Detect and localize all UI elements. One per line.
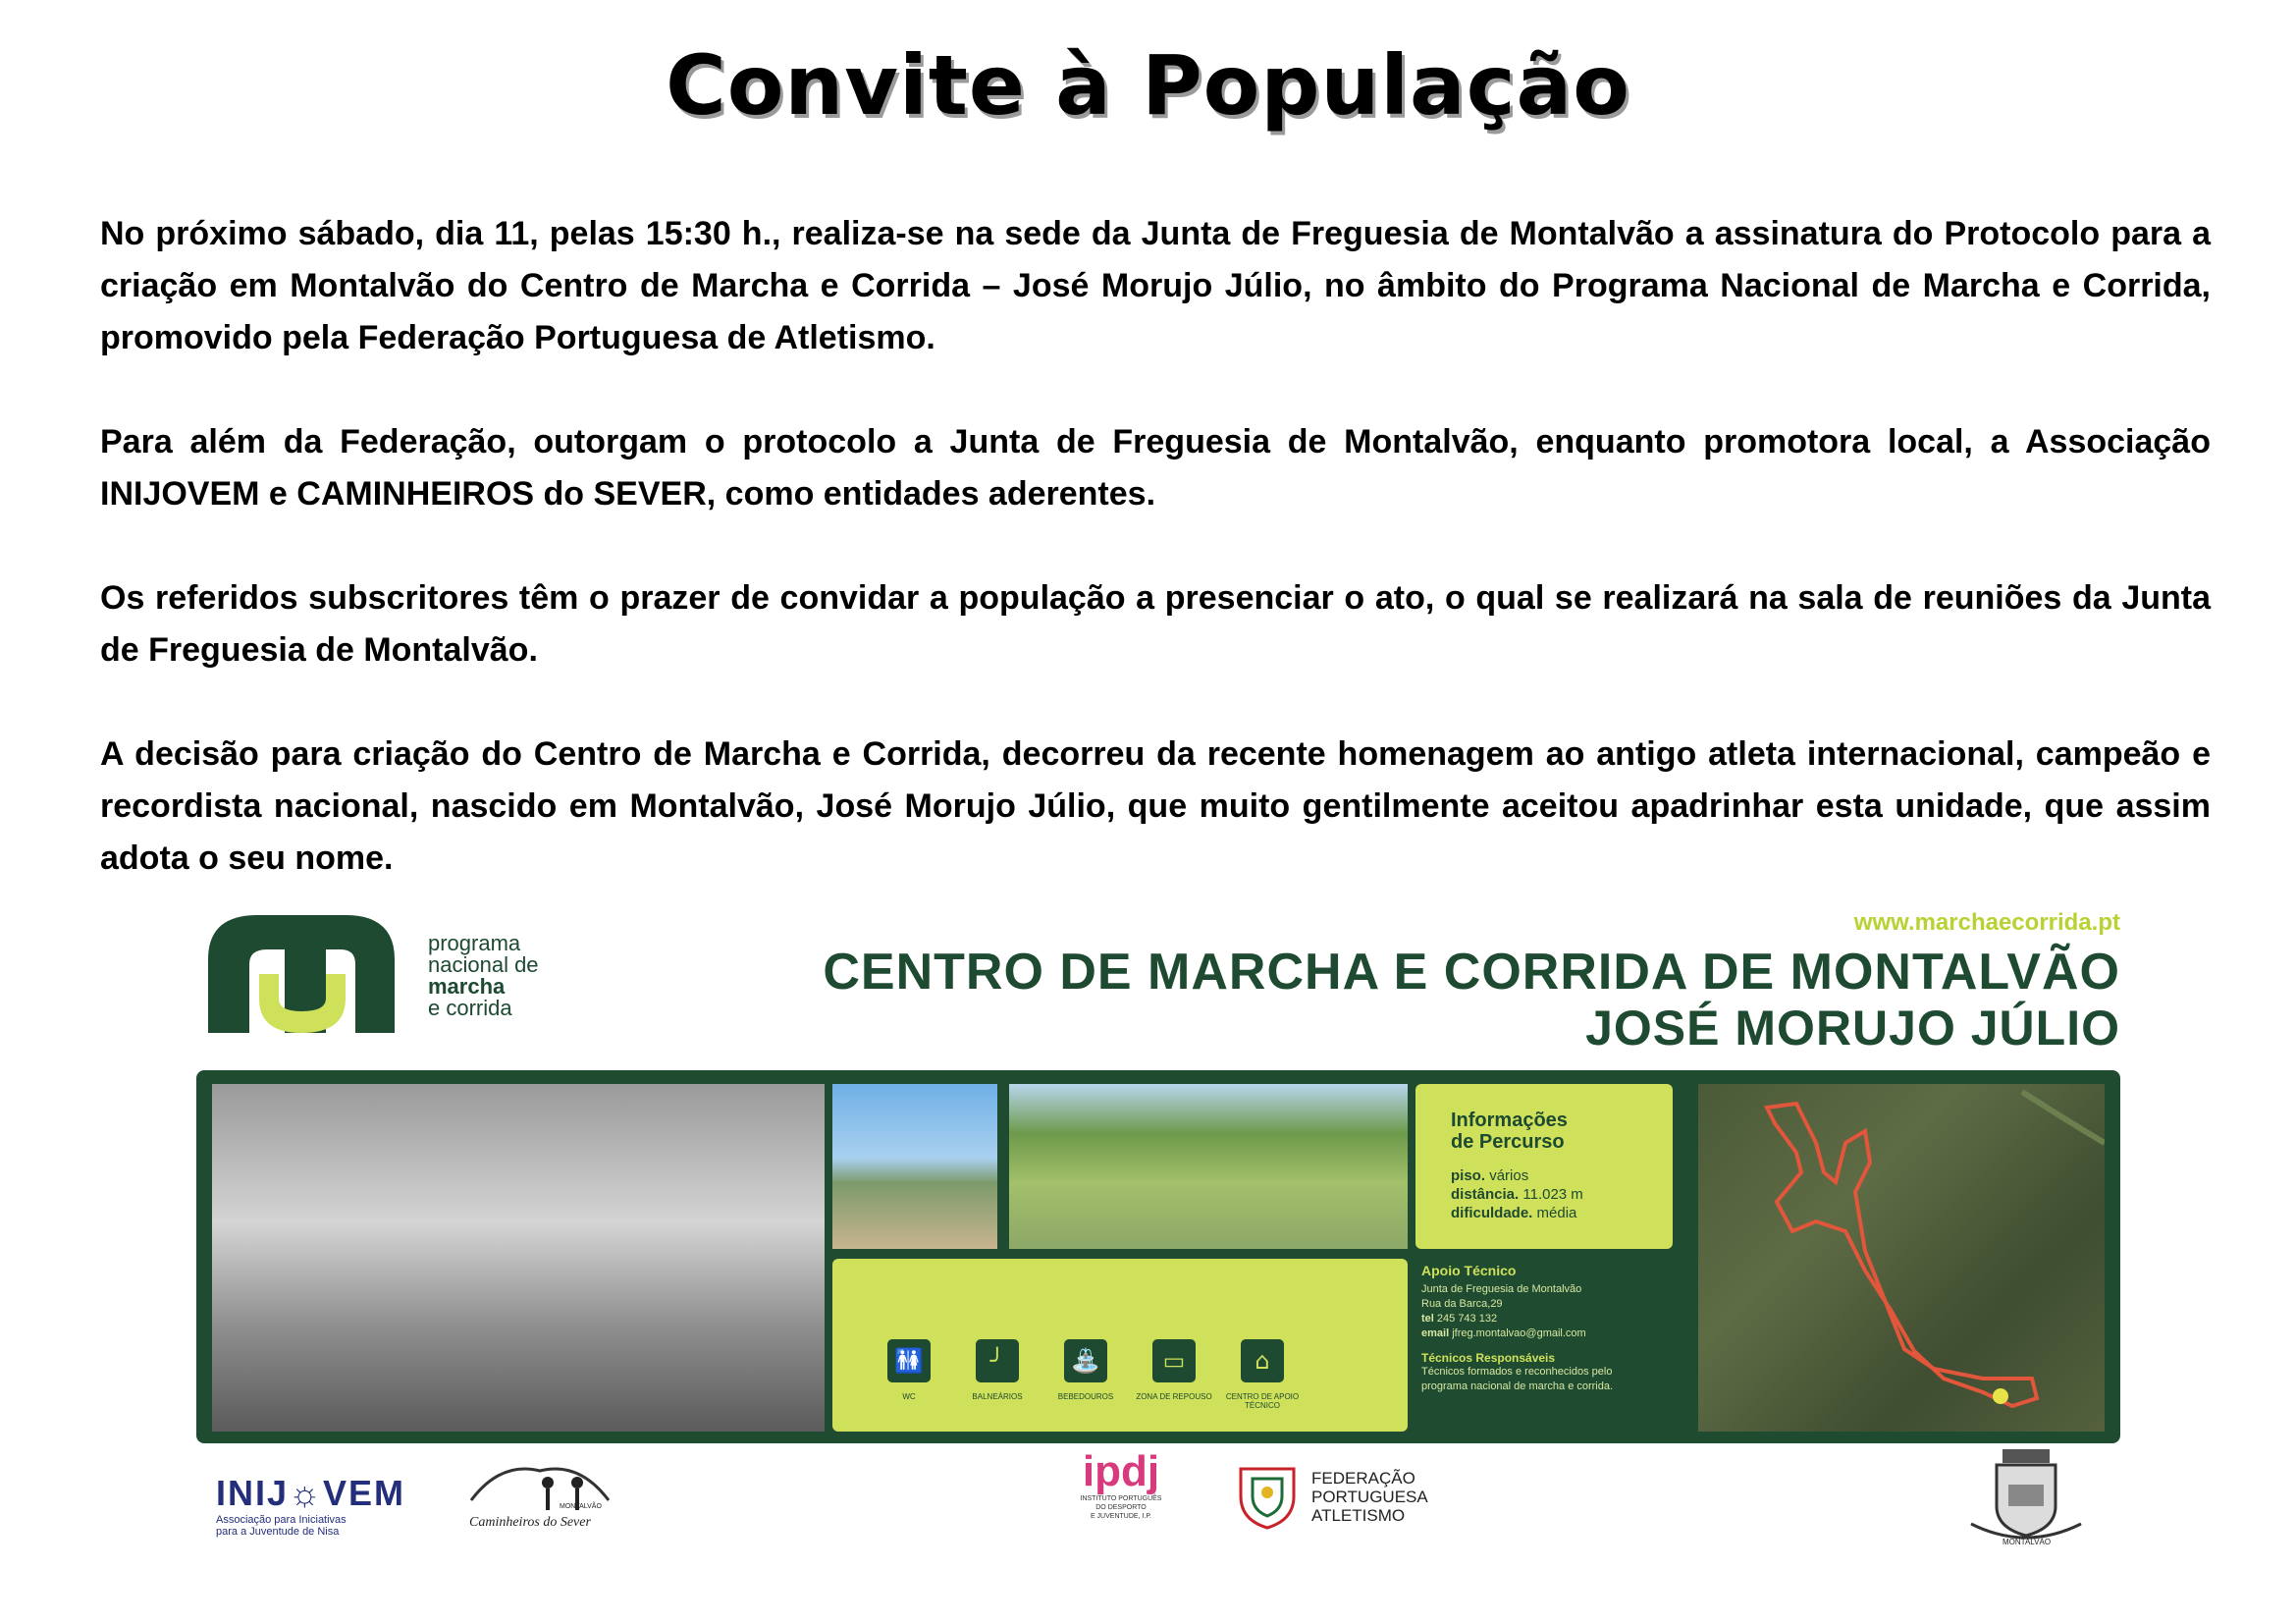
centro-poster (196, 893, 2120, 1443)
difficulty-value: média (1536, 1205, 1577, 1221)
wc-label: WC (902, 1392, 916, 1401)
invitation-body (100, 208, 2211, 937)
walkers-photo (832, 1084, 997, 1249)
tel-label: tel (1421, 1313, 1434, 1325)
wc-icon: 🚻 (887, 1339, 931, 1382)
paragraph-2: Para além da Federação, outorgam o protocolo a Junta de Freguesia de Montalvão, enquanto promotora local, a Associação INIJOVEM e CAMINHEIROS do SEVER, como entidades aderentes. (100, 423, 2211, 513)
program-line-1: programa (428, 931, 521, 955)
inijovem-sub-2: para a Juventude de Nisa (216, 1526, 340, 1538)
caminheiros-sub: MONTALVÃO (560, 1503, 602, 1510)
bench-label: ZONA DE REPOUSO (1136, 1392, 1212, 1401)
inijovem-sub-1: Associação para Iniciativas (216, 1514, 347, 1526)
fpa-line-2: PORTUGUESA (1311, 1488, 1428, 1506)
route-info-title-2: de Percurso (1451, 1131, 1565, 1153)
email-value: jfreg.montalvao@gmail.com (1452, 1327, 1586, 1339)
inijovem-logo (216, 1473, 405, 1538)
poster-title: CENTRO DE MARCHA E CORRIDA DE MONTALVÃO (823, 944, 2120, 1001)
tecnicos-title: Técnicos Responsáveis (1421, 1351, 1556, 1365)
fpa-logo (1233, 1463, 1449, 1524)
piso-label: piso. (1451, 1167, 1486, 1184)
apoio-line-2: Rua da Barca,29 (1421, 1298, 1503, 1310)
poster-subtitle: JOSÉ MORUJO JÚLIO (1585, 1001, 2120, 1056)
ipdj-logo (1070, 1449, 1172, 1545)
program-logo-icon (198, 905, 454, 1043)
technical-support (1421, 1263, 1679, 1394)
tecnicos-line-2: programa nacional de marcha e corrida. (1421, 1380, 1614, 1392)
montalvao-coat-of-arms-icon (1963, 1445, 2089, 1547)
tel-value: 245 743 132 (1436, 1313, 1498, 1325)
group-walk-photo (1009, 1084, 1408, 1249)
fpa-text (1311, 1469, 1428, 1525)
tecnicos-line-1: Técnicos formados e reconhecidos pelo (1421, 1366, 1613, 1378)
showers-label: BALNEÁRIOS (972, 1392, 1023, 1401)
distance-value: 11.023 m (1522, 1186, 1583, 1203)
facilities-panel (832, 1259, 1408, 1432)
route-map (1698, 1084, 2105, 1432)
showers-icon: ╯ (976, 1339, 1019, 1382)
page-title: Convite à População (666, 37, 1630, 134)
route-info-title (1451, 1110, 1568, 1153)
distance-label: distância. (1451, 1186, 1520, 1203)
poster-url: www.marchaecorrida.pt (1853, 909, 2120, 936)
support-center-icon: ⌂ (1241, 1339, 1284, 1382)
fpa-line-1: FEDERAÇÃO (1311, 1469, 1415, 1488)
ipdj-sub-2: DO DESPORTO (1095, 1504, 1147, 1511)
bench-icon: ▭ (1152, 1339, 1196, 1382)
ipdj-name: ipdj (1082, 1447, 1160, 1495)
fountain-label: BEBEDOUROS (1057, 1392, 1114, 1401)
fountain-icon: ⛲ (1064, 1339, 1107, 1382)
ipdj-sub-3: E JUVENTUDE, I.P. (1090, 1513, 1152, 1520)
athletes-photo (212, 1084, 825, 1432)
email-label: email (1421, 1327, 1450, 1339)
montalvao-label: MONTALVÃO (2002, 1538, 2052, 1546)
poster-strip (196, 1070, 2120, 1443)
ipdj-sub-1: INSTITUTO PORTUGUÊS (1080, 1495, 1162, 1502)
program-line-4: e corrida (428, 996, 512, 1020)
program-line-3: marcha (428, 974, 506, 999)
paragraph-3: Os referidos subscritores têm o prazer de convidar a população a presenciar o ato, o qual se realizará na sala de reuniões da Junta de Freguesia de Montalvão. (100, 579, 2211, 669)
route-line-icon (1698, 1084, 2105, 1432)
caminheiros-text: Caminheiros do Sever (469, 1515, 591, 1530)
paragraph-1: No próximo sábado, dia 11, pelas 15:30 h., realiza-se na sede da Junta de Freguesia de Montalvão a assinatura do Protocolo para a criação em Montalvão do Centro de Marcha e Corrida – José Morujo Júlio, no âmbito do Programa Nacional de Marcha e Corrida, promovido pela Federação Portuguesa de Atletismo. (100, 215, 2211, 356)
support-center-label: CENTRO DE APOIO TÉCNICO (1225, 1392, 1300, 1410)
fpa-crest-icon (1233, 1463, 1302, 1532)
apoio-line-1: Junta de Freguesia de Montalvão (1421, 1283, 1582, 1295)
caminheiros-logo-icon (461, 1461, 618, 1540)
paragraph-4: A decisão para criação do Centro de Marcha e Corrida, decorreu da recente homenagem ao antigo atleta internacional, campeão e recordista nacional, nascido em Montalvão, José Morujo Júlio, que muito gentilmente aceitou apadrinhar esta unidade, que assim adota o seu nome. (100, 735, 2211, 877)
fpa-line-3: ATLETISMO (1311, 1506, 1406, 1525)
piso-value: vários (1489, 1167, 1529, 1184)
program-line-2: nacional de (428, 952, 539, 977)
inijovem-name: INIJ☼VEM (216, 1473, 406, 1513)
route-info-lines (1451, 1166, 1583, 1222)
route-info-panel (1415, 1084, 1673, 1249)
program-name (428, 933, 539, 1019)
difficulty-label: dificuldade. (1451, 1205, 1533, 1221)
route-info-title-1: Informações (1451, 1110, 1568, 1131)
apoio-title: Apoio Técnico (1421, 1263, 1517, 1278)
